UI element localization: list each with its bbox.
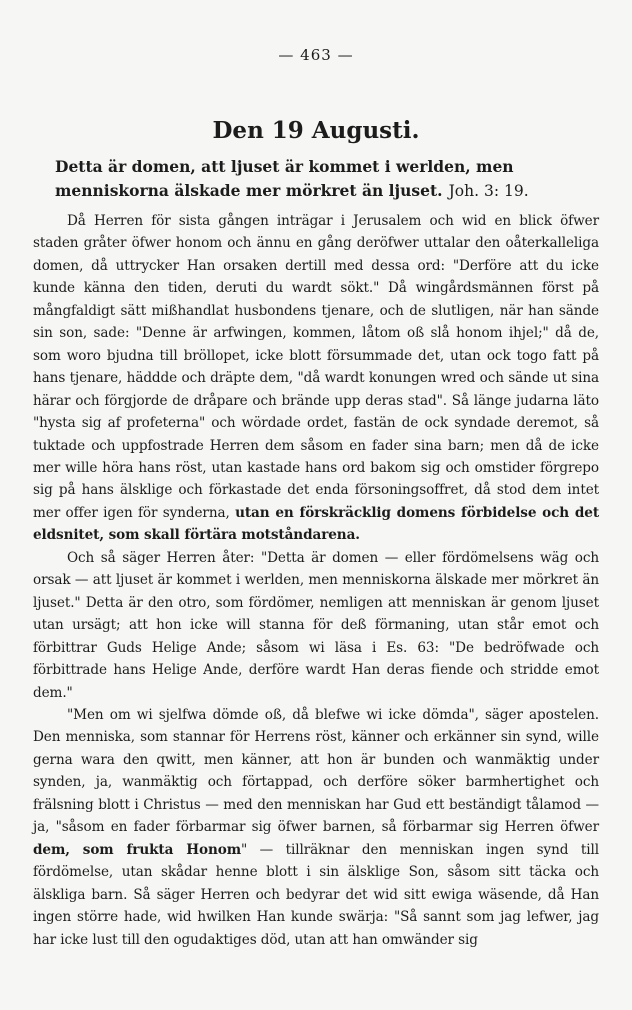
paragraph	[33, 547, 599, 704]
epigraph	[33, 155, 599, 203]
epigraph-reference: Joh. 3: 19.	[448, 182, 529, 200]
paragraph-segment-bold: utan en förskräcklig domens förbidelse och det eldsnitet, som skall förtära motståndarena.	[33, 504, 600, 544]
paragraph-segment: " — tillräknar den menniskan ingen synd till fördömelse, utan skådar henne blott i sin älsklige Son, såsom sitt täcka och älskliga barn. Så säger Herren och bedyrar det wid sitt ewiga wäsende, då Han ingen större hade, wid hwilken Han kunde swärja: "Så sannt som jag lefwer, jag har icke lust till den ogudaktiges död, utan att han omwänder sig	[33, 841, 599, 948]
epigraph-quote: Detta är domen, att ljuset är kommet i werlden, men menniskorna älskade mer mörkret än ljuset.	[55, 157, 514, 200]
paragraph	[33, 210, 599, 547]
paragraph-segment: Då Herren för sista gången inträgar i Jerusalem och wid en blick öfwer staden gråter öfwer honom och ännu en gång deröfwer uttalar den oåterkalleliga domen, då uttrycker Han orsaken dertill med dessa ord: "Derföre att du icke kunde känna den tiden, deruti du wardt sökt." Då wingårdsmännen först på mångfaldigt sätt mißhandlat husbondens tjenare, och de slutligen, när han sände sin son, sade: "Denne är arfwingen, kommen, låtom oß slå honom ihjel;" då de, som woro bjudna till bröllopet, icke blott försummade det, utan ock togo fatt på hans tjenare, häddde och dräpte dem, "då wardt konungen wred och sände ut sina härar och förgjorde de dråpare och brände upp deras stad". Så länge judarna läto "hysta sig af profeterna" och wördade ordet, fastän de ock syndade deremot, så tuktade och uppfostrade Herren dem såsom en fader sina barn; men då de icke mer wille höra hans röst, utan kastade hans ord bakom sig och omstider förgrepo sig på hans älsklige och förkastade det enda försoningsoffret, då stod dem intet mer offer igen för synderna,	[33, 213, 599, 521]
page-heading: Den 19 Augusti.	[212, 117, 420, 144]
paragraph-segment: Och så säger Herren åter: "Detta är domen — eller fördömelsens wäg och orsak — att ljuset är kommet i werlden, men menniskorna älskade mer mörkret än ljuset." Detta är den otro, som fördömer, nemligen att menniskan är genom ljuset utan ursägt; att hon icke will stanna för deß förmaning, utan står emot och förbittrar Guds Helige Ande; såsom wi läsa i Es. 63: "De bedröfwade och förbittrade hans Helige Ande, derföre wardt Han deras fiende och stridde emot dem."	[33, 549, 599, 701]
body-text	[33, 210, 599, 951]
paragraph-segment: "Men om wi sjelfwa dömde oß, då blefwe wi icke dömda", säger apostelen. Den menniska, som stannar för Herrens röst, känner och erkänner sin synd, wille gerna wara den qwitt, men känner, att hon är bunden och wanmäktig under synden, ja, wanmäktig och förtappad, och derföre söker barmhertighet och frälsning blott i Christus — med den menniskan har Gud ett beständigt tålamod — ja, "såsom en fader förbarmar sig öfwer barnen, så förbarmar sig Herren öfwer	[33, 706, 599, 836]
paragraph-segment-bold: dem, som frukta Honom	[33, 841, 241, 858]
paragraph	[33, 704, 599, 951]
page-number: — 463 —	[278, 46, 354, 64]
book-page	[33, 40, 599, 980]
